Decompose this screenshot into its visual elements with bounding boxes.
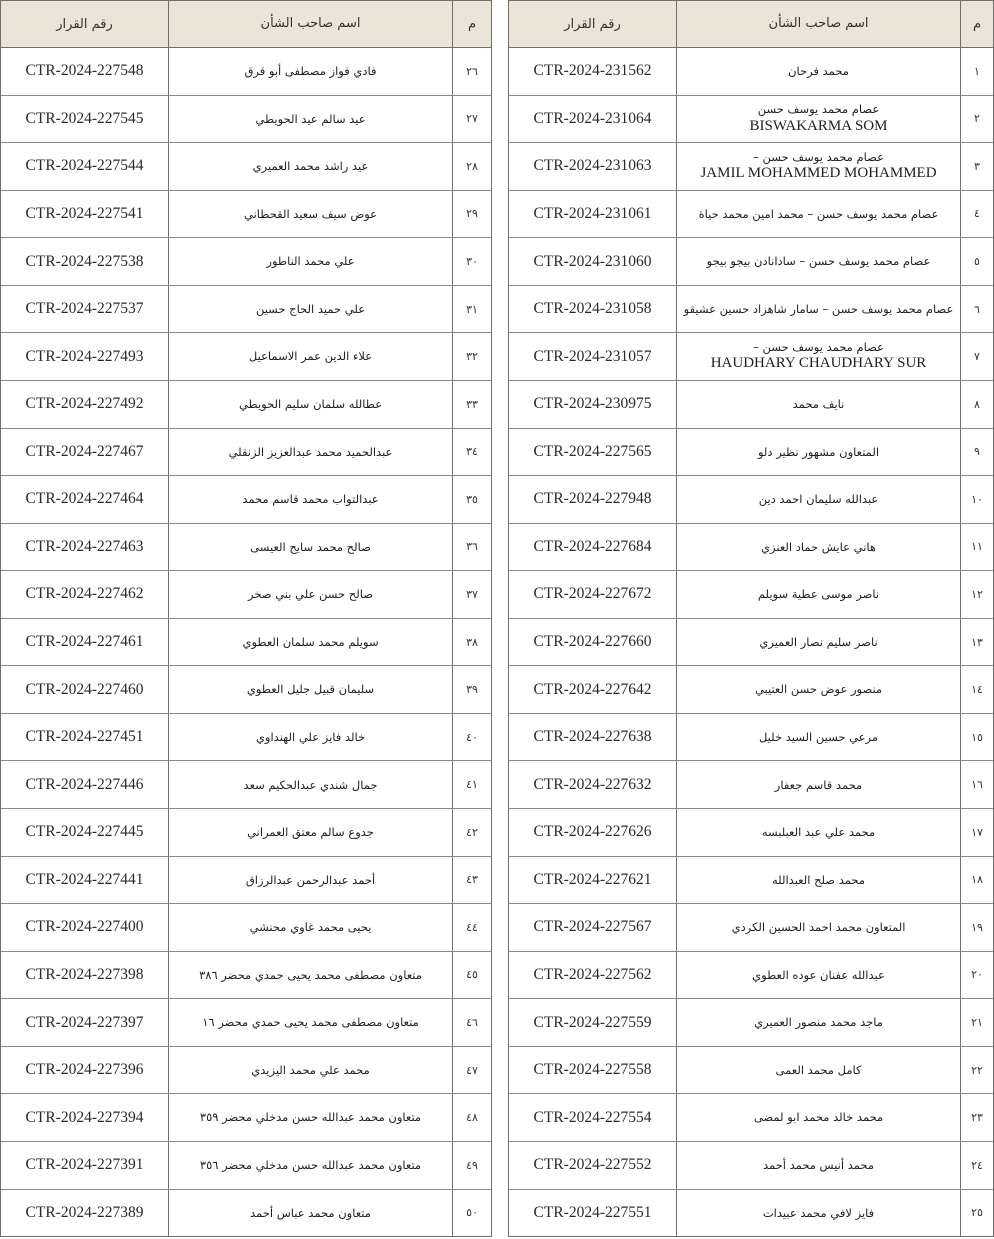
decision-number-cell: CTR-2024-227684 (509, 524, 677, 571)
decision-number-cell: CTR-2024-227538 (1, 238, 169, 285)
owner-name-wrap (750, 102, 888, 135)
row-index-cell: ٢ (974, 112, 980, 126)
owner-name-cell: متعاون محمد عبدالله حسن مدخلي محضر ٣٥٦ (169, 1142, 453, 1189)
owner-name-cell: سويلم محمد سلمان العطوي (169, 619, 453, 666)
row-index-cell: ٤٩ (466, 1158, 478, 1172)
table-row (509, 333, 993, 381)
table-row (1, 904, 491, 952)
table-row (509, 761, 993, 809)
table-row (509, 571, 993, 619)
owner-name-cell: محمد خالد محمد ابو لمضى (677, 1094, 961, 1141)
owner-name-cell: محمد قاسم جعفار (677, 761, 961, 808)
owner-name-cell: أحمد عبدالرحمن عبدالرزاق (169, 857, 453, 904)
row-index-cell: ٣٠ (466, 255, 478, 269)
owner-name-cell (677, 333, 961, 380)
decision-number-cell: CTR-2024-227541 (1, 191, 169, 238)
row-index-cell: ٤ (974, 207, 980, 221)
decision-number-cell: CTR-2024-227621 (509, 857, 677, 904)
owner-name-cell: متعاون محمد عباس أحمد (169, 1190, 453, 1237)
decision-number-cell: CTR-2024-227551 (509, 1190, 677, 1237)
table-row (1, 666, 491, 714)
decision-number-cell: CTR-2024-227638 (509, 714, 677, 761)
row-index-cell: ٤١ (466, 778, 478, 792)
owner-name-cell: عبدالحميد محمد عبدالعزيز الزنقلي (169, 429, 453, 476)
table-row (1, 1190, 491, 1237)
table-row (509, 476, 993, 524)
owner-name-cell: متعاون مصطفى محمد يحيى حمدي محضر ٣٨٦ (169, 952, 453, 999)
row-index-cell: ٣٦ (466, 540, 478, 554)
table-row (1, 476, 491, 524)
decision-number-cell: CTR-2024-227391 (1, 1142, 169, 1189)
decision-number-cell: CTR-2024-227552 (509, 1142, 677, 1189)
decisions-table-right (508, 0, 994, 1237)
decision-number-cell: CTR-2024-227446 (1, 761, 169, 808)
row-index-cell: ٢٣ (971, 1111, 983, 1125)
owner-name-cell: محمد صلح العبدالله (677, 857, 961, 904)
decision-number-cell: CTR-2024-231064 (509, 96, 677, 143)
table-row (509, 238, 993, 286)
header-owner-name: اسم صاحب الشأن (677, 1, 961, 47)
owner-name-arabic: عصام محمد يوسف حسن – (753, 149, 884, 164)
row-index-cell: ٧ (974, 350, 980, 364)
owner-name-cell: عبدالله عفنان عوده العطوي (677, 952, 961, 999)
decision-number-cell: CTR-2024-227544 (1, 143, 169, 190)
decision-number-cell: CTR-2024-230975 (509, 381, 677, 428)
row-index-cell: ١٦ (971, 778, 983, 792)
decision-number-cell: CTR-2024-227467 (1, 429, 169, 476)
owner-name-cell: محمد علي محمد اليزيدي (169, 1047, 453, 1094)
row-index-cell: ٣٧ (466, 587, 478, 601)
owner-name-cell: عيد سالم عيد الحويطي (169, 96, 453, 143)
owner-name-cell: عبدالله سليمان احمد دين (677, 476, 961, 523)
table-row (1, 524, 491, 572)
decision-number-cell: CTR-2024-227660 (509, 619, 677, 666)
table-row (509, 999, 993, 1047)
row-index-cell: ١٩ (971, 920, 983, 934)
decision-number-cell: CTR-2024-227559 (509, 999, 677, 1046)
owner-name-cell: عصام محمد يوسف حسن – سامار شاهزاد حسين عشيقو (677, 286, 961, 333)
table-row (509, 1094, 993, 1142)
table-row (1, 571, 491, 619)
table-row (1, 714, 491, 762)
decision-number-cell: CTR-2024-227632 (509, 761, 677, 808)
row-index-cell: ١٧ (971, 825, 983, 839)
owner-name-latin: HAUDHARY CHAUDHARY SUR (710, 355, 927, 372)
row-index-cell: ٤٠ (466, 730, 478, 744)
decision-number-cell: CTR-2024-231061 (509, 191, 677, 238)
decision-number-cell: CTR-2024-227548 (1, 48, 169, 95)
owner-name-cell: عوض سيف سعيد القحطاني (169, 191, 453, 238)
row-index-cell: ٢٨ (466, 159, 478, 173)
decision-number-cell: CTR-2024-231058 (509, 286, 677, 333)
owner-name-cell: عصام محمد يوسف حسن – سادانادن بيجو بيجو (677, 238, 961, 285)
decision-number-cell: CTR-2024-227642 (509, 666, 677, 713)
row-index-cell: ٢٦ (466, 64, 478, 78)
table-row (1, 429, 491, 477)
owner-name-cell: صالح محمد سايح العيسى (169, 524, 453, 571)
owner-name-latin: BISWAKARMA SOM (749, 117, 888, 134)
table-body (509, 48, 993, 1236)
row-index-cell: ٩ (974, 445, 980, 459)
decision-number-cell: CTR-2024-227492 (1, 381, 169, 428)
owner-name-cell (677, 143, 961, 190)
table-row (1, 619, 491, 667)
owner-name-cell: ناصر سليم نصار العميري (677, 619, 961, 666)
decision-number-cell: CTR-2024-231063 (509, 143, 677, 190)
header-decision-number: رقم القرار (1, 1, 169, 47)
table-row (1, 238, 491, 286)
row-index-cell: ١ (974, 64, 980, 78)
decision-number-cell: CTR-2024-227672 (509, 571, 677, 618)
table-row (509, 666, 993, 714)
table-row (509, 1047, 993, 1095)
decision-number-cell: CTR-2024-227396 (1, 1047, 169, 1094)
decision-number-cell: CTR-2024-227493 (1, 333, 169, 380)
row-index-cell: ٣٢ (466, 350, 478, 364)
row-index-cell: ١١ (971, 540, 983, 554)
decision-number-cell: CTR-2024-227537 (1, 286, 169, 333)
table-row (1, 857, 491, 905)
owner-name-latin: JAMIL MOHAMMED MOHAMMED (700, 165, 937, 182)
owner-name-cell: المتعاون محمد احمد الحسين الكردي (677, 904, 961, 951)
table-row (1, 96, 491, 144)
decision-number-cell: CTR-2024-227397 (1, 999, 169, 1046)
decision-number-cell: CTR-2024-231057 (509, 333, 677, 380)
table-row (509, 96, 993, 144)
table-row (1, 809, 491, 857)
owner-name-cell: علاء الدين عمر الاسماعيل (169, 333, 453, 380)
row-index-cell: ١٣ (971, 635, 983, 649)
owner-name-cell: عصام محمد يوسف حسن – محمد امين محمد حياة (677, 191, 961, 238)
header-decision-number: رقم القرار (509, 1, 677, 47)
owner-name-cell: جدوع سالم معتق العمراني (169, 809, 453, 856)
row-index-cell: ٤٦ (466, 1016, 478, 1030)
owner-name-cell: متعاون محمد عبدالله حسن مدخلي محضر ٣٥٩ (169, 1094, 453, 1141)
decision-number-cell: CTR-2024-227445 (1, 809, 169, 856)
owner-name-cell: ناصر موسى عطية سويلم (677, 571, 961, 618)
owner-name-cell: عبدالتواب محمد قاسم محمد (169, 476, 453, 523)
owner-name-cell: محمد فرحان (677, 48, 961, 95)
row-index-cell: ٣٩ (466, 683, 478, 697)
table-row (1, 286, 491, 334)
decision-number-cell: CTR-2024-227441 (1, 857, 169, 904)
row-index-cell: ٦ (974, 302, 980, 316)
row-index-cell: ١٢ (971, 587, 983, 601)
row-index-cell: ٣٣ (466, 397, 478, 411)
table-body (1, 48, 491, 1236)
owner-name-cell: صالح حسن علي بني صخر (169, 571, 453, 618)
table-row (1, 761, 491, 809)
owner-name-cell: عيد راشد محمد العميري (169, 143, 453, 190)
row-index-cell: ٢١ (971, 1016, 983, 1030)
table-row (509, 952, 993, 1000)
decision-number-cell: CTR-2024-231562 (509, 48, 677, 95)
table-row (1, 48, 491, 96)
owner-name-cell: خالد فايز علي الهنداوي (169, 714, 453, 761)
owner-name-arabic: عصام محمد يوسف حسن – (753, 340, 884, 355)
row-index-cell: ٣ (974, 159, 980, 173)
table-row (509, 524, 993, 572)
table-row (509, 1190, 993, 1237)
row-index-cell: ٢٩ (466, 207, 478, 221)
owner-name-cell: نايف محمد (677, 381, 961, 428)
decision-number-cell: CTR-2024-227461 (1, 619, 169, 666)
decision-number-cell: CTR-2024-227451 (1, 714, 169, 761)
row-index-cell: ٢٤ (971, 1158, 983, 1172)
table-row (509, 286, 993, 334)
decision-number-cell: CTR-2024-227389 (1, 1190, 169, 1237)
owner-name-cell: محمد أنيس محمد أحمد (677, 1142, 961, 1189)
table-row (1, 1047, 491, 1095)
decision-number-cell: CTR-2024-227558 (509, 1047, 677, 1094)
row-index-cell: ٥٠ (466, 1206, 478, 1220)
table-row (1, 143, 491, 191)
table-row (509, 143, 993, 191)
row-index-cell: ٨ (974, 397, 980, 411)
owner-name-cell: ماجد محمد منصور العميري (677, 999, 961, 1046)
owner-name-cell: فادي فواز مصطفى أبو قرق (169, 48, 453, 95)
row-index-cell: ٢٥ (971, 1206, 983, 1220)
table-row (509, 1142, 993, 1190)
table-header (509, 1, 993, 48)
decision-number-cell: CTR-2024-227948 (509, 476, 677, 523)
table-row (509, 714, 993, 762)
decision-number-cell: CTR-2024-227460 (1, 666, 169, 713)
owner-name-wrap (700, 150, 936, 183)
decision-number-cell: CTR-2024-227464 (1, 476, 169, 523)
row-index-cell: ٤٣ (466, 873, 478, 887)
decision-number-cell: CTR-2024-227562 (509, 952, 677, 999)
row-index-cell: ١٥ (971, 730, 983, 744)
decisions-table-left (0, 0, 492, 1237)
owner-name-cell: عطالله سلمان سليم الحويطي (169, 381, 453, 428)
owner-name-cell: يحيى محمد غاوي محنشي (169, 904, 453, 951)
decision-number-cell: CTR-2024-231060 (509, 238, 677, 285)
row-index-cell: ٤٢ (466, 825, 478, 839)
row-index-cell: ٣٥ (466, 492, 478, 506)
table-row (509, 191, 993, 239)
owner-name-cell: المتعاون مشهور نظير دلو (677, 429, 961, 476)
owner-name-cell (677, 96, 961, 143)
owner-name-cell: جمال شندي عبدالحكيم سعد (169, 761, 453, 808)
decision-number-cell: CTR-2024-227554 (509, 1094, 677, 1141)
owner-name-cell: محمد علي عبد العبلبسه (677, 809, 961, 856)
header-index: م (467, 16, 477, 32)
table-row (509, 857, 993, 905)
row-index-cell: ٥ (974, 255, 980, 269)
owner-name-cell: فايز لافي محمد عبيدات (677, 1190, 961, 1237)
owner-name-wrap (711, 340, 927, 373)
table-row (509, 429, 993, 477)
owner-name-cell: سليمان قبيل جليل العطوي (169, 666, 453, 713)
table-row (509, 48, 993, 96)
row-index-cell: ٤٨ (466, 1111, 478, 1125)
table-header (1, 1, 491, 48)
owner-name-cell: علي محمد الناطور (169, 238, 453, 285)
owner-name-cell: متعاون مصطفى محمد يحيى حمدي محضر ١٦ (169, 999, 453, 1046)
owner-name-cell: مرعي حسين السيد خليل (677, 714, 961, 761)
header-owner-name: اسم صاحب الشأن (169, 1, 453, 47)
row-index-cell: ٤٤ (466, 920, 478, 934)
row-index-cell: ١٨ (971, 873, 983, 887)
decision-number-cell: CTR-2024-227400 (1, 904, 169, 951)
table-row (509, 904, 993, 952)
row-index-cell: ٤٥ (466, 968, 478, 982)
owner-name-cell: كامل محمد العمى (677, 1047, 961, 1094)
owner-name-cell: منصور عوض حسن العتيبي (677, 666, 961, 713)
table-row (1, 191, 491, 239)
owner-name-cell: علي حميد الحاج حسين (169, 286, 453, 333)
row-index-cell: ٢٧ (466, 112, 478, 126)
header-index: م (972, 16, 982, 32)
table-row (1, 381, 491, 429)
owner-name-arabic: عصام محمد يوسف حسن (757, 102, 880, 117)
table-row (1, 952, 491, 1000)
row-index-cell: ٢٠ (971, 968, 983, 982)
table-row (509, 381, 993, 429)
row-index-cell: ١٠ (971, 492, 983, 506)
table-row (509, 809, 993, 857)
decision-number-cell: CTR-2024-227626 (509, 809, 677, 856)
decision-number-cell: CTR-2024-227567 (509, 904, 677, 951)
row-index-cell: ٤٧ (466, 1063, 478, 1077)
table-row (1, 999, 491, 1047)
row-index-cell: ٢٢ (971, 1063, 983, 1077)
table-row (509, 619, 993, 667)
table-row (1, 1094, 491, 1142)
table-row (1, 1142, 491, 1190)
row-index-cell: ١٤ (971, 683, 983, 697)
decision-number-cell: CTR-2024-227398 (1, 952, 169, 999)
owner-name-cell: هاني عايش حماد العنزي (677, 524, 961, 571)
decision-number-cell: CTR-2024-227394 (1, 1094, 169, 1141)
decision-number-cell: CTR-2024-227565 (509, 429, 677, 476)
decision-number-cell: CTR-2024-227545 (1, 96, 169, 143)
decision-number-cell: CTR-2024-227463 (1, 524, 169, 571)
table-row (1, 333, 491, 381)
row-index-cell: ٣٨ (466, 635, 478, 649)
row-index-cell: ٣١ (466, 302, 478, 316)
row-index-cell: ٣٤ (466, 445, 478, 459)
decision-number-cell: CTR-2024-227462 (1, 571, 169, 618)
